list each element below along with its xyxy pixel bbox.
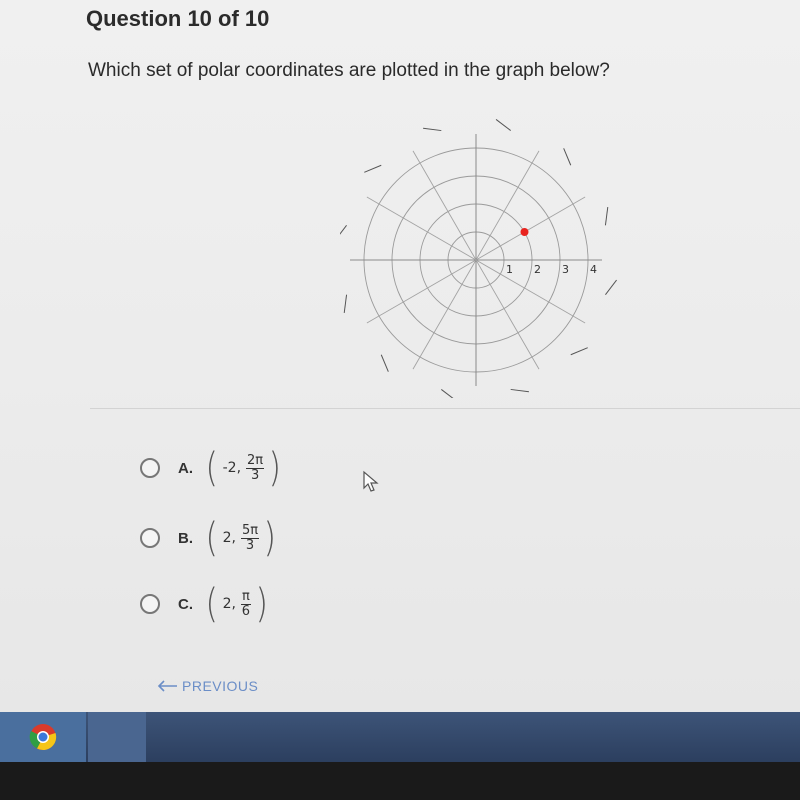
polar-outer-tick: [496, 119, 511, 130]
axis-tick-label: 3: [562, 263, 569, 276]
choice-b-r: 2,: [222, 530, 236, 546]
right-paren: ): [268, 445, 282, 491]
choice-b-angle-num: 5π: [241, 522, 259, 538]
mouse-cursor-icon: [362, 470, 380, 494]
choice-a-coordinate: [204, 445, 283, 491]
question-prompt: Which set of polar coordinates are plotted in the graph below?: [88, 60, 610, 81]
choice-a[interactable]: [140, 446, 283, 490]
choice-b-coordinate: [204, 515, 278, 561]
polar-outer-tick: [564, 148, 571, 165]
polar-outer-tick: [423, 128, 441, 130]
choice-a-r: -2,: [222, 460, 242, 476]
choice-c-angle-den: 6: [241, 603, 251, 619]
chrome-taskbar-button[interactable]: [0, 712, 86, 762]
left-paren: (: [205, 445, 219, 491]
polar-graph: [340, 118, 620, 398]
axis-tick-label: 2: [534, 263, 541, 276]
polar-outer-tick: [364, 165, 381, 172]
previous-label: PREVIOUS: [182, 678, 259, 694]
screen-bezel: [0, 762, 800, 800]
choice-a-radio[interactable]: [140, 458, 160, 478]
taskbar-app-slot[interactable]: [88, 712, 146, 762]
choice-b-angle-den: 3: [245, 537, 255, 553]
choice-a-angle-num: 2π: [247, 452, 264, 468]
left-paren: (: [205, 515, 219, 561]
polar-outer-tick: [605, 280, 616, 295]
choice-c-angle: [241, 590, 251, 618]
polar-outer-tick: [340, 225, 347, 240]
polar-outer-tick: [511, 389, 529, 391]
choice-a-angle: [246, 454, 264, 482]
polar-outer-tick: [344, 295, 346, 313]
choice-b[interactable]: [140, 516, 278, 560]
question-counter: Question 10 of 10: [86, 6, 270, 31]
choice-b-radio[interactable]: [140, 528, 160, 548]
chrome-icon: [28, 722, 58, 752]
choice-c-coordinate: [204, 581, 269, 627]
choice-c[interactable]: [140, 582, 269, 626]
choice-b-letter: B.: [178, 529, 193, 547]
right-paren: ): [263, 515, 277, 561]
polar-outer-tick: [605, 207, 607, 225]
choice-c-angle-num: π: [241, 588, 250, 604]
polar-outer-tick: [571, 348, 588, 355]
choice-c-r: 2,: [222, 596, 236, 612]
choice-a-letter: A.: [178, 459, 193, 477]
right-paren: ): [255, 581, 268, 627]
choice-c-radio[interactable]: [140, 594, 160, 614]
plotted-point: [520, 228, 528, 236]
left-paren: (: [205, 581, 219, 627]
choice-c-letter: C.: [178, 595, 193, 613]
polar-outer-tick: [381, 355, 388, 372]
axis-tick-label: 1: [506, 263, 513, 276]
choice-b-angle: [241, 524, 259, 552]
arrow-left-icon: [156, 679, 178, 693]
divider: [90, 408, 800, 409]
choice-a-angle-den: 3: [250, 467, 260, 483]
axis-tick-label: 4: [590, 263, 597, 276]
taskbar: [0, 712, 800, 762]
polar-outer-tick: [441, 389, 456, 398]
previous-button[interactable]: [156, 678, 258, 694]
